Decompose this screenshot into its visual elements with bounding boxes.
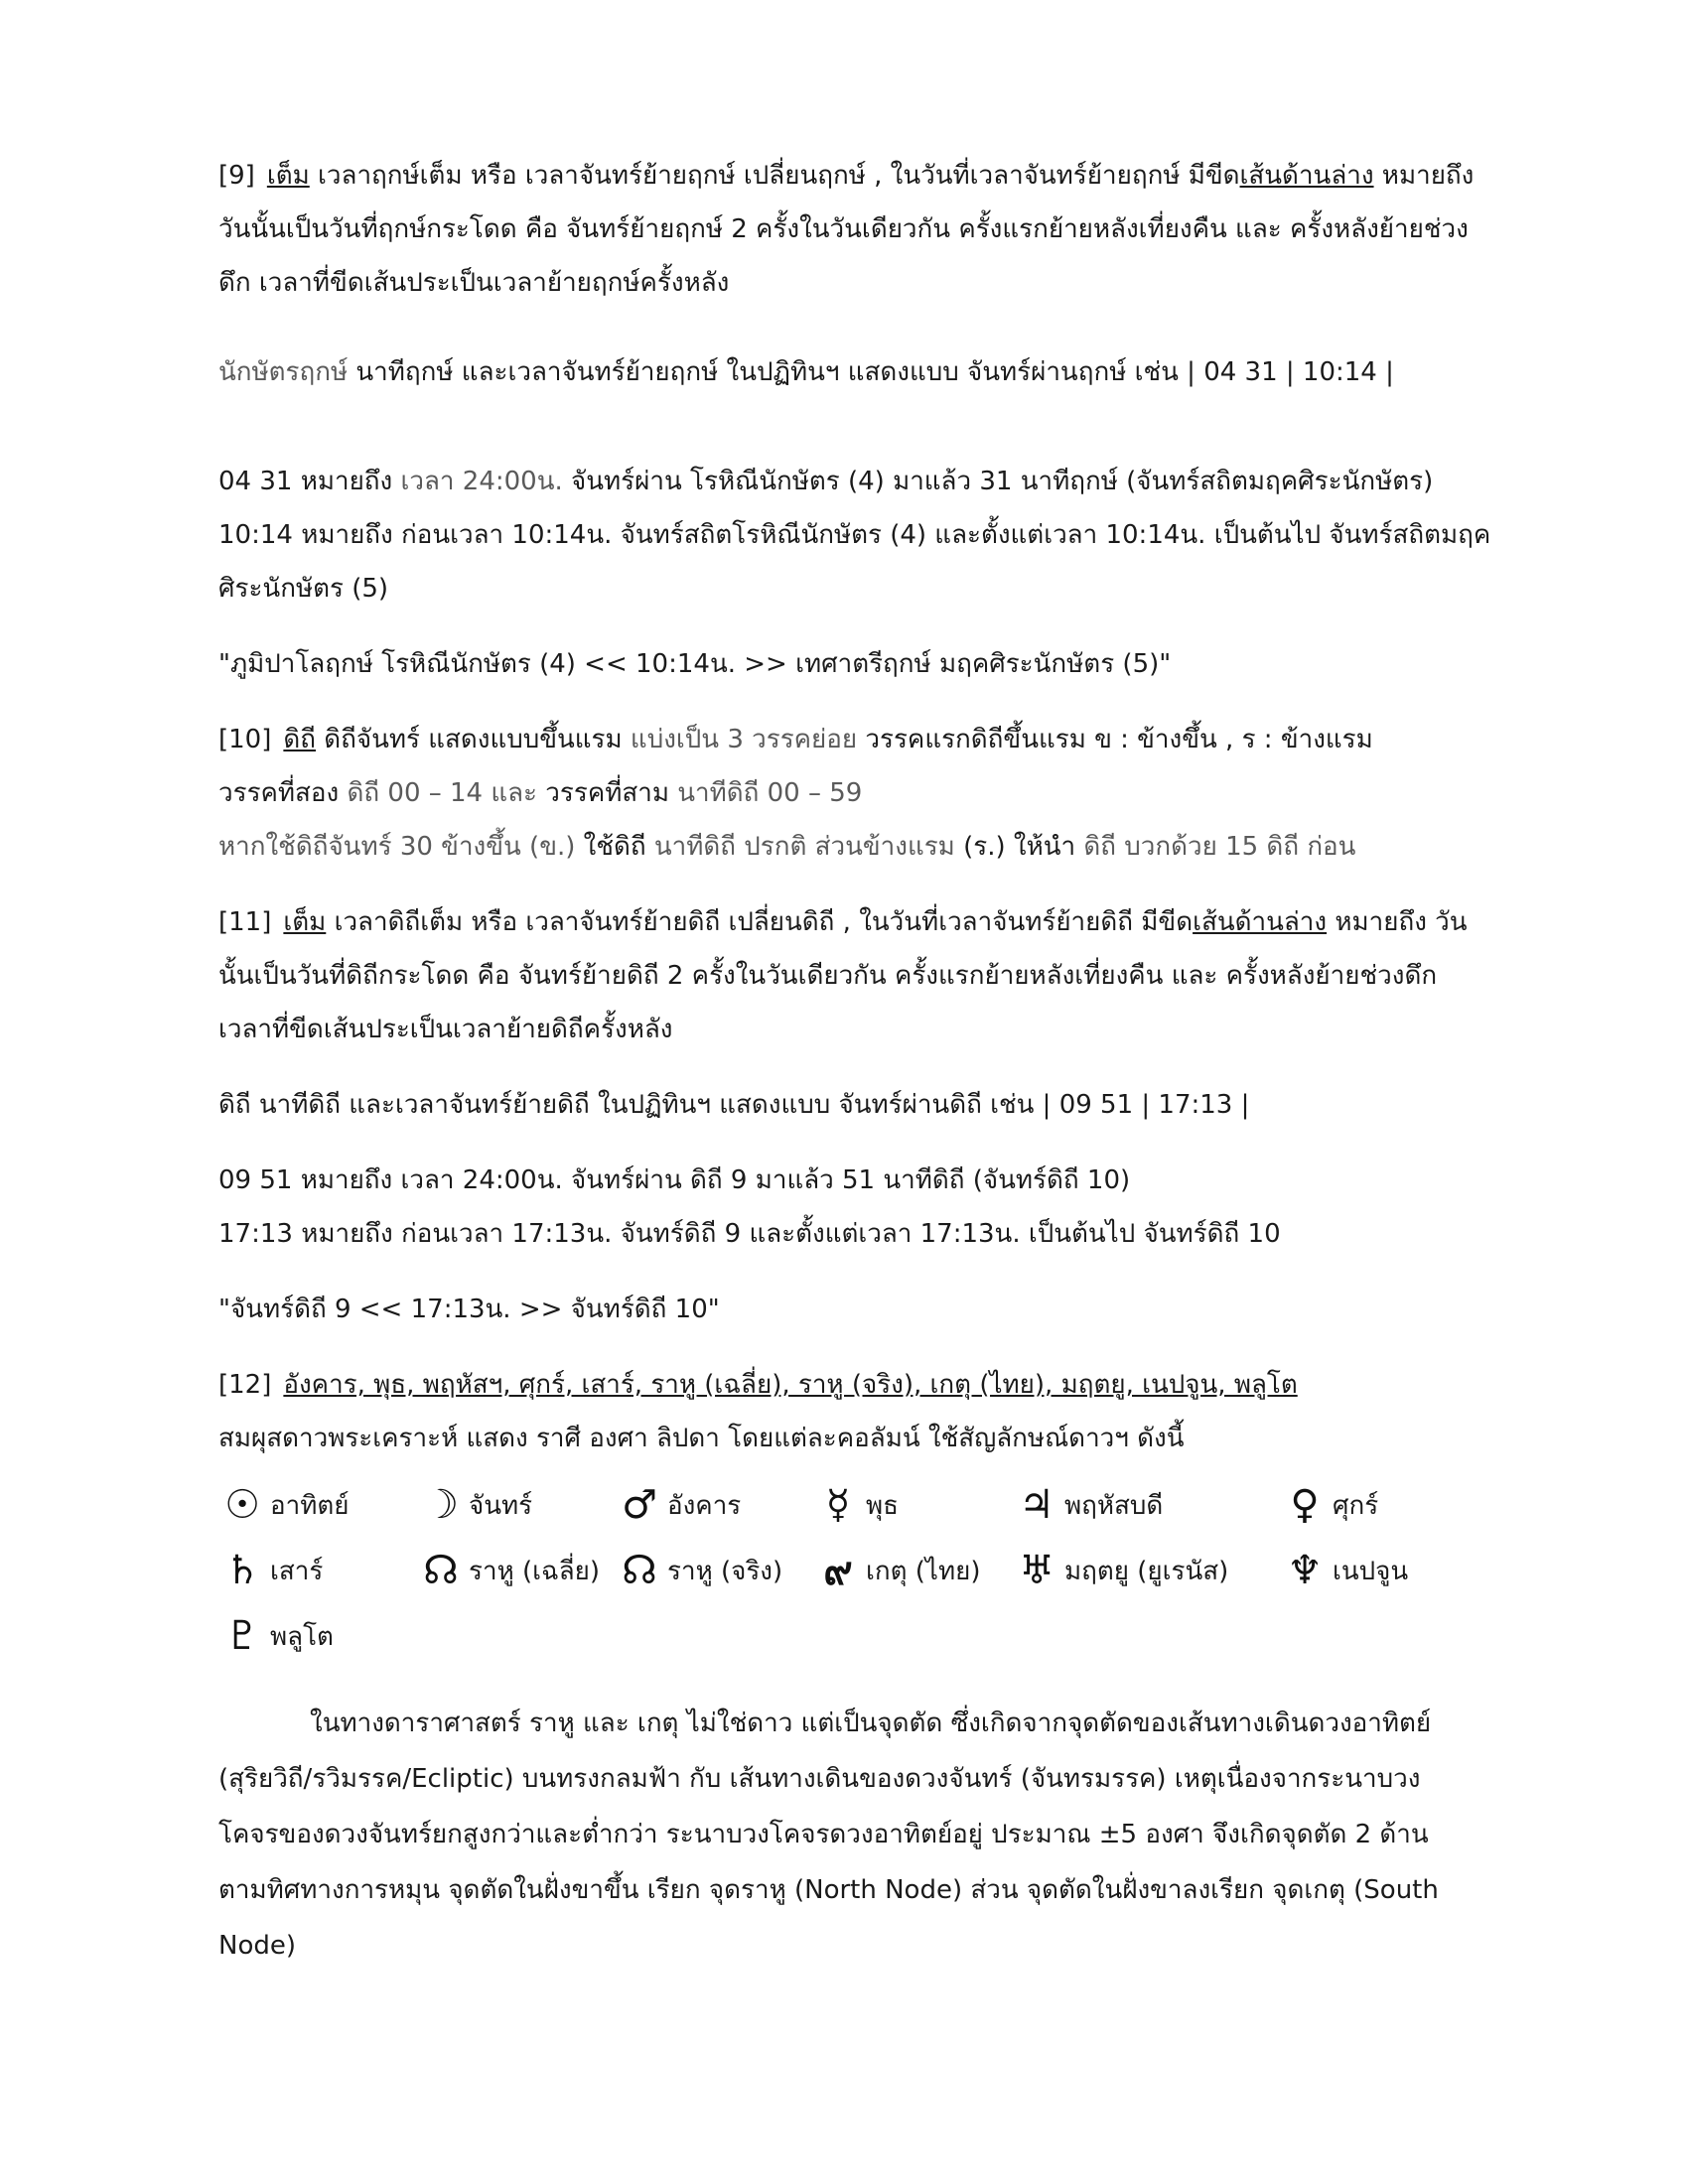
symbol-label: ราหู (เฉลี่ย) <box>469 1556 601 1586</box>
pluto-symbol-icon: ♇ <box>224 1613 260 1659</box>
sun-symbol-icon: ☉ <box>224 1482 260 1528</box>
sec11-underline-text: เส้นด้านล่าง <box>1193 907 1328 937</box>
sec11-line2: นั้นเป็นวันที่ดิถีกระโดด คือ จันทร์ย้ายดิถี 2 ครั้งในวันเดียวกัน ครั้งแรกย้ายหลังเที่ยงคืน และ ครั้งหลังย้ายช่วงดึก <box>218 961 1438 991</box>
sec9-text-end: หมายถึง <box>1373 161 1475 191</box>
sec9-format-label: นักษัตรฤกษ์ <box>218 357 349 387</box>
sec9-term: เต็ม <box>266 161 310 191</box>
symbol-label: ราหู (จริง) <box>667 1556 783 1586</box>
sec10-l3-e: ดิถี บวกด้วย 15 ดิถี ก่อน <box>1075 832 1356 862</box>
planet-symbol-legend <box>218 1475 1479 1674</box>
sec10-l2-b: วรรคที่สาม <box>537 778 669 808</box>
sec9-text: เวลาฤกษ์เต็ม หรือ เวลาจันทร์ย้ายฤกษ์ เปลี่ยนฤกษ์ , ในวันที่เวลาจันทร์ย้ายฤกษ์ มีขีด <box>318 161 1240 191</box>
sec9-line3: ดึก เวลาที่ขีดเส้นประเป็นเวลาย้ายฤกษ์ครั้งหลัง <box>218 268 730 298</box>
sec12-number: [12] <box>218 1370 272 1400</box>
pluto-symbol <box>218 1606 334 1666</box>
symbol-label: อาทิตย์ <box>270 1490 350 1521</box>
venus-symbol <box>1281 1475 1378 1535</box>
ketu-symbol-icon: ๙ <box>823 1549 853 1594</box>
sec10-term: ดิถี <box>283 725 317 754</box>
north-node-mean-symbol <box>417 1541 600 1600</box>
saturn-symbol <box>218 1541 323 1600</box>
sec9-underline-text: เส้นด้านล่าง <box>1239 161 1374 191</box>
sec11-format-line: ดิถี นาทีดิถี และเวลาจันทร์ย้ายดิถี ในปฏิทินฯ แสดงแบบ จันทร์ผ่านดิถี เช่น | 09 51 | 17:13 | <box>218 1090 1250 1120</box>
symbol-label: พฤหัสบดี <box>1064 1490 1164 1521</box>
sec11-number: [11] <box>218 907 272 937</box>
north-node-mean-icon: ☊ <box>423 1548 459 1593</box>
symbol-label: เนปจูน <box>1333 1556 1409 1586</box>
sec10-number: [10] <box>218 725 272 754</box>
sec10-text-a: ดิถีจันทร์ แสดงแบบขึ้นแรม <box>324 725 623 754</box>
sec10-l2-g1: ดิถี 00 – 14 และ <box>339 778 538 808</box>
sec12-description: สมผุสดาวพระเคราะห์ แสดง ราศี องศา ลิปดา โดยแต่ละคอลัมน์ ใช้สัญลักษณ์ดาวฯ ดังนี้ <box>218 1424 1185 1453</box>
symbol-label: พุธ <box>866 1490 900 1521</box>
sec10-text-b: วรรคแรกดิถีขึ้นแรม ข : ข้างขึ้น , ร : ข้างแรม <box>857 725 1373 754</box>
document-page <box>218 149 1491 1974</box>
north-node-true-icon: ☊ <box>622 1548 657 1593</box>
north-node-true-symbol <box>616 1541 782 1600</box>
mars-symbol-icon: ♂ <box>622 1482 657 1528</box>
sec10-line2 <box>218 766 1479 820</box>
mars-symbol <box>616 1475 741 1535</box>
sec12-line1 <box>218 1358 1479 1412</box>
sec11-text: เวลาดิถีเต็ม หรือ เวลาจันทร์ย้ายดิถี เปลี่ยนดิถี , ในวันที่เวลาจันทร์ย้ายดิถี มีขีด <box>334 907 1194 937</box>
sec9-example1 <box>218 455 1479 508</box>
sec9-example3: ศิระนักษัตร (5) <box>218 574 389 604</box>
venus-symbol-icon: ♀ <box>1290 1482 1320 1528</box>
sec10-l3-a: หากใช้ดิถีจันทร์ 30 ข้างขึ้น (ข.) <box>218 832 576 862</box>
symbol-label: อังคาร <box>667 1490 742 1521</box>
rahu-ketu-note: ในทางดาราศาสตร์ ราหู และ เกตุ ไม่ใช่ดาว แต่เป็นจุดตัด ซึ่งเกิดจากจุดตัดของเส้นทางเดินดวงอาทิตย์ (สุริยวิถี/รวิมรรค/Ecliptic) บนทรงกลมฟ้า กับ เส้นทางเดินของดวงจันทร์ (จันทรมรรค) เหตุเนื่องจากระนาบวงโคจรของดวงจันทร์ยกสูงกว่าและต่ำกว่า ระนาบวงโคจรดวงอาทิตย์อยู่ ประมาณ ±5 องศา จึงเกิดจุดตัด 2 ด้าน ตามทิศทางการหมุน จุดตัดในฝั่งขาขึ้น เรียก จุดราหู (North Node) ส่วน จุดตัดในฝั่งขาลงเรียก จุดเกตุ (South Node) <box>218 1708 1439 1961</box>
sec11-example2: 17:13 หมายถึง ก่อนเวลา 17:13น. จันทร์ดิถี 9 และตั้งแต่เวลา 17:13น. เป็นต้นไป จันทร์ดิถี 10 <box>218 1219 1281 1249</box>
saturn-symbol-icon: ♄ <box>224 1548 260 1593</box>
uranus-symbol-icon: ♅ <box>1019 1548 1055 1593</box>
neptune-symbol <box>1281 1541 1408 1600</box>
symbol-label: เกตุ (ไทย) <box>866 1556 981 1586</box>
sec10-l2-a: วรรคที่สอง <box>218 778 340 808</box>
sec9-format-text: นาทีฤกษ์ และเวลาจันทร์ย้ายฤกษ์ ในปฏิทินฯ แสดงแบบ จันทร์ผ่านฤกษ์ เช่น | 04 31 | 10:14 | <box>348 357 1394 387</box>
sec9-example2: 10:14 หมายถึง ก่อนเวลา 10:14น. จันทร์สถิตโรหิณีนักษัตร (4) และตั้งแต่เวลา 10:14น. เป็นต้นไป จันทร์สถิตมฤค <box>218 520 1491 550</box>
sec12-planet-list: อังคาร, พุธ, พฤหัสฯ, ศุกร์, เสาร์, ราหู (เฉลี่ย), ราหู (จริง), เกตุ (ไทย), มฤตยู, เนปจูน, พลูโต <box>283 1370 1298 1400</box>
symbol-label: จันทร์ <box>469 1490 533 1521</box>
sec11-example1: 09 51 หมายถึง เวลา 24:00น. จันทร์ผ่าน ดิถี 9 มาแล้ว 51 นาทีดิถี (จันทร์ดิถี 10) <box>218 1165 1131 1195</box>
sec11-text-end: หมายถึง วัน <box>1327 907 1468 937</box>
moon-symbol-icon: ☽ <box>423 1482 459 1528</box>
jupiter-symbol <box>1013 1475 1163 1535</box>
mercury-symbol <box>814 1475 899 1535</box>
sec10-l2-g2: นาทีดิถี 00 – 59 <box>668 778 863 808</box>
sun-symbol <box>218 1475 349 1535</box>
sec11-quote: "จันทร์ดิถี 9 << 17:13น. >> จันทร์ดิถี 10" <box>218 1295 720 1324</box>
symbol-label: มฤตยู (ยูเรนัส) <box>1064 1556 1229 1586</box>
jupiter-symbol-icon: ♃ <box>1019 1482 1055 1528</box>
sec9-example1-a: 04 31 หมายถึง <box>218 467 401 496</box>
symbol-label: ศุกร์ <box>1333 1490 1379 1521</box>
moon-symbol <box>417 1475 532 1535</box>
symbol-label: เสาร์ <box>270 1556 324 1586</box>
sec9-quote: "ภูมิปาโลฤกษ์ โรหิณีนักษัตร (4) << 10:14น. >> เทศาตรีฤกษ์ มฤคศิระนักษัตร (5)" <box>218 649 1172 679</box>
sec11-line1 <box>218 895 1479 949</box>
sec11-term: เต็ม <box>283 907 327 937</box>
sec9-number: [9] <box>218 161 255 191</box>
sec9-example1-time: เวลา 24:00น. <box>400 467 563 496</box>
sec10-l3-d: (ร.) ให้นำ <box>954 832 1076 862</box>
sec10-text-gray: แบ่งเป็น 3 วรรคย่อย <box>622 725 858 754</box>
sec10-l3-c: นาทีดิถี ปรกติ ส่วนข้างแรม <box>645 832 955 862</box>
sec9-example1-b: จันทร์ผ่าน โรหิณีนักษัตร (4) มาแล้ว 31 นาทีฤกษ์ (จันทร์สถิตมฤคศิระนักษัตร) <box>562 467 1434 496</box>
neptune-symbol-icon: ♆ <box>1287 1548 1323 1593</box>
mercury-symbol-icon: ☿ <box>825 1482 851 1528</box>
symbol-label: พลูโต <box>270 1621 334 1652</box>
ketu-symbol <box>814 1541 981 1600</box>
sec9-format-line <box>218 345 1479 399</box>
sec10-l3-b: ใช้ดิถี <box>575 832 646 862</box>
sec9-line2: วันนั้นเป็นวันที่ฤกษ์กระโดด คือ จันทร์ย้ายฤกษ์ 2 ครั้งในวันเดียวกัน ครั้งแรกย้ายหลังเที่ยงคืน และ ครั้งหลังย้ายช่วง <box>218 214 1469 244</box>
sec10-line1 <box>218 713 1479 766</box>
sec10-line3 <box>218 820 1479 874</box>
uranus-symbol <box>1013 1541 1228 1600</box>
sec9-line1 <box>218 149 1479 203</box>
sec11-line3: เวลาที่ขีดเส้นประเป็นเวลาย้ายดิถีครั้งหลัง <box>218 1015 673 1044</box>
